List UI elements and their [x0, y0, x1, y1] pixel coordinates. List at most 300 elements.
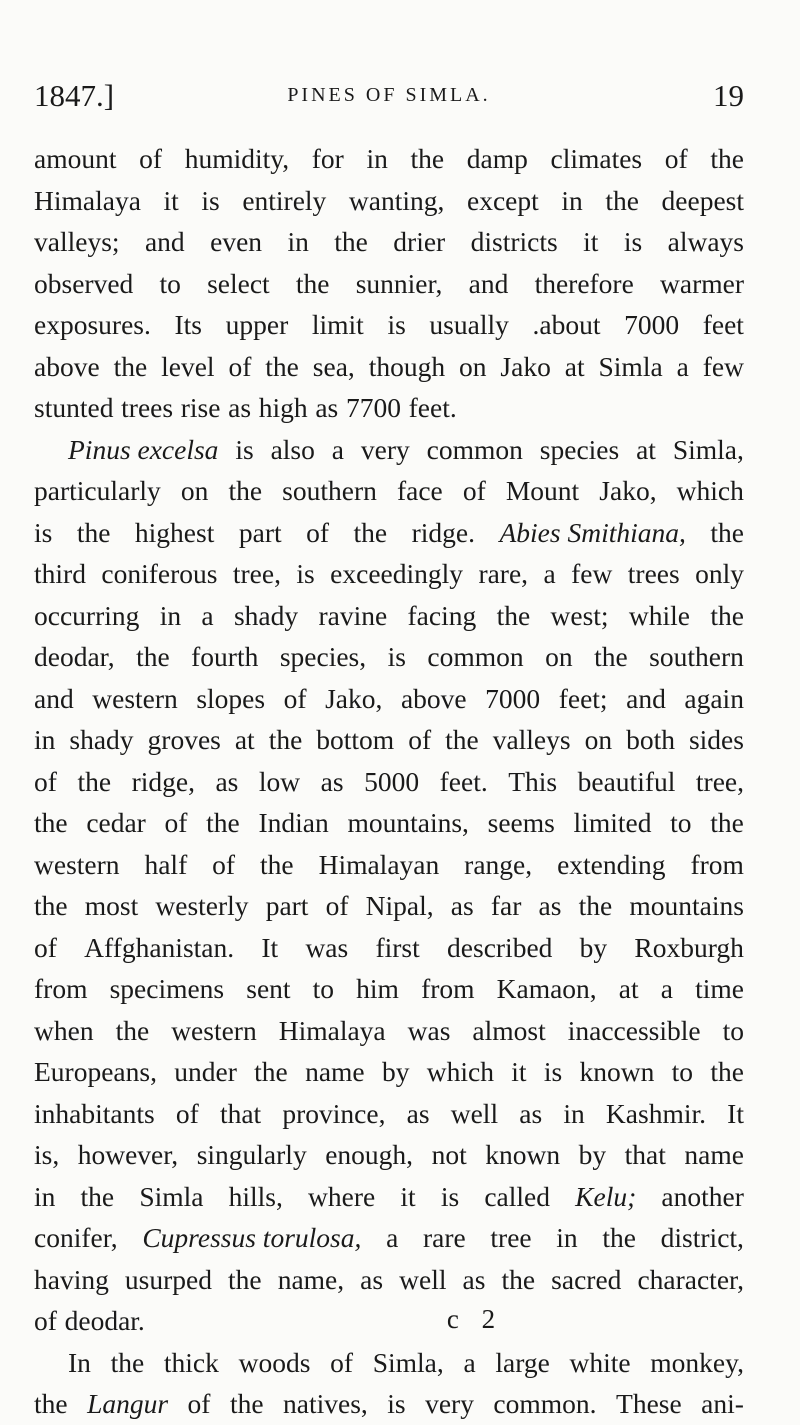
word: the [136, 641, 170, 672]
word: also [270, 433, 315, 465]
word: known [579, 1056, 655, 1087]
word: on [545, 641, 573, 672]
word: the [115, 1014, 150, 1046]
word: valleys; [34, 226, 120, 257]
word: thick [163, 1346, 219, 1378]
text-line [34, 387, 744, 429]
word: Roxburgh [634, 931, 744, 963]
word: facing [407, 599, 477, 631]
word: deodar, [34, 641, 115, 672]
word: ravine [318, 599, 388, 631]
word: districts [470, 226, 558, 257]
word: mountains, [347, 807, 469, 838]
word: the [334, 226, 368, 257]
word: the [605, 184, 639, 216]
word: of [330, 1346, 354, 1378]
running-title: PINES OF SIMLA. [287, 84, 491, 106]
word: exposures. [34, 309, 151, 340]
word: deepest [661, 184, 744, 216]
word: tree [490, 1222, 532, 1253]
word: as [360, 1263, 384, 1295]
word: level [161, 350, 215, 382]
word: to [159, 267, 181, 299]
word: always [667, 226, 744, 257]
word: range, [464, 848, 533, 880]
word: the [710, 143, 744, 174]
word: the [496, 599, 531, 631]
word: drier [393, 226, 446, 257]
text-line [34, 1383, 744, 1425]
word: only [695, 558, 744, 589]
word: the [113, 350, 148, 382]
word: very [360, 433, 410, 465]
word: described [447, 931, 553, 963]
word: district, [660, 1222, 744, 1253]
text-line [34, 636, 744, 678]
word: of [228, 350, 252, 382]
word: common. [493, 1388, 597, 1419]
word: however, [77, 1139, 179, 1170]
word: entirely [242, 184, 327, 216]
text-line [34, 180, 744, 222]
word: the [268, 724, 303, 755]
word: trees [121, 392, 174, 423]
word: is [440, 1180, 460, 1212]
word: groves [147, 724, 221, 755]
word: of [34, 765, 57, 797]
word: of [664, 143, 688, 174]
word: at [636, 433, 656, 465]
word: woods [238, 1346, 311, 1378]
word: him [356, 973, 399, 1004]
word: In [68, 1346, 91, 1378]
word: very [425, 1388, 474, 1419]
word: above [34, 350, 100, 382]
word: white [569, 1346, 631, 1378]
word: as [538, 890, 562, 921]
word: monkey, [650, 1346, 744, 1378]
word: well [450, 1097, 499, 1129]
word: therefore [534, 267, 634, 299]
word: of [283, 682, 307, 714]
word: upper [225, 309, 289, 340]
word: a [676, 350, 689, 382]
word: the [710, 1056, 744, 1087]
italic-word: Langur [87, 1388, 169, 1419]
word: Affghanistan. [84, 931, 235, 963]
word: usurped [124, 1263, 212, 1295]
word: select [207, 267, 270, 299]
word: in [556, 1222, 578, 1253]
word: highest [134, 516, 215, 548]
word: Simla, [372, 1346, 444, 1378]
word: the [34, 807, 68, 838]
word: time [695, 973, 744, 1004]
word: most [84, 890, 139, 921]
word: a [660, 973, 673, 1004]
word: 5000 [364, 765, 420, 797]
word: high [258, 392, 308, 423]
word: the [76, 516, 111, 548]
word: it [400, 1180, 416, 1212]
word: bottom [316, 724, 395, 755]
word: southern [649, 641, 744, 672]
word: Mount [505, 475, 580, 506]
word: rare, [478, 558, 529, 589]
word: Kamaon, [496, 973, 597, 1004]
word: as [450, 890, 474, 921]
text-line [34, 761, 744, 803]
word: of [325, 890, 349, 921]
text-line [34, 1134, 744, 1176]
word: ridge, [131, 765, 195, 797]
word: of [164, 807, 188, 838]
word: extending [557, 848, 666, 880]
word: is [623, 226, 643, 257]
word: at [618, 973, 639, 1004]
text-line [34, 221, 744, 263]
word: except [466, 184, 539, 216]
word: as [215, 765, 239, 797]
word: It [261, 931, 279, 963]
word: almost [472, 1014, 546, 1046]
italic-word: Kelu; [575, 1180, 637, 1212]
text-line [34, 1051, 744, 1093]
word: to [312, 973, 335, 1004]
word: a [386, 1222, 399, 1253]
word: specimens [109, 973, 225, 1004]
word: to [671, 1056, 694, 1087]
italic-word: Cupressus torulosa, [142, 1222, 362, 1253]
word: tree, [232, 558, 281, 589]
text-line [34, 1010, 744, 1052]
text-line [34, 138, 744, 180]
word: from [690, 848, 744, 880]
word: occurring [34, 599, 140, 631]
word: tree, [695, 765, 744, 797]
text-line [34, 844, 744, 886]
word: western [171, 1014, 257, 1046]
word: common [427, 641, 524, 672]
word: Himalaya [34, 184, 141, 216]
word: for [311, 143, 344, 174]
word: climates [550, 143, 643, 174]
word: Europeans, [34, 1056, 157, 1087]
text-line [34, 595, 744, 637]
word: western [92, 682, 178, 714]
word: Simla, [672, 433, 744, 465]
word: sea, [312, 350, 355, 382]
word: at [564, 350, 585, 382]
word: the [445, 724, 479, 755]
word: the [602, 1222, 636, 1253]
word: half [144, 848, 188, 880]
text-line [34, 1259, 744, 1301]
word: a [543, 558, 556, 589]
word: as [315, 392, 339, 423]
word: westerly [155, 890, 249, 921]
text-line [34, 1176, 744, 1218]
word: the [501, 1263, 536, 1295]
word: of [408, 724, 432, 755]
word: name [305, 1056, 365, 1087]
text-line [34, 1093, 744, 1135]
word: rare [422, 1222, 466, 1253]
word: warmer [660, 267, 744, 299]
word: of [212, 848, 236, 880]
word: Simla [139, 1180, 204, 1212]
word: inhabitants [34, 1097, 155, 1129]
word: 7000 [624, 309, 680, 340]
word: the [710, 599, 744, 631]
word: at [234, 724, 255, 755]
word: species [539, 433, 620, 465]
word: name [684, 1139, 744, 1170]
word: a [331, 433, 344, 465]
word: again [684, 682, 744, 714]
word: natives, [283, 1388, 368, 1419]
word: part [238, 516, 282, 548]
word: is [296, 558, 315, 589]
word: that [624, 1139, 666, 1170]
word: and [468, 267, 509, 299]
word: limit [311, 309, 364, 340]
word: as [519, 1097, 543, 1129]
word: feet; [558, 682, 608, 714]
word: ridge. [411, 516, 475, 548]
word: by [578, 1139, 607, 1170]
italic-word: Abies Smithiana, [499, 516, 686, 548]
text-line [34, 553, 744, 595]
word: These [616, 1388, 682, 1419]
word: usually [429, 309, 509, 340]
word: as [406, 1097, 430, 1129]
word: which [426, 1056, 494, 1087]
word: when [34, 1014, 94, 1046]
word: valleys [492, 724, 571, 755]
word: west; [550, 599, 609, 631]
word: the [34, 1388, 68, 1419]
word: by [381, 1056, 410, 1087]
word: in [34, 1180, 56, 1212]
word: as [228, 392, 252, 423]
word: sent [246, 973, 291, 1004]
word: both [626, 724, 675, 755]
word: the [34, 890, 68, 921]
word: deodar. [64, 1305, 145, 1336]
word: sunnier, [355, 267, 443, 299]
word: a [201, 599, 214, 631]
word: name, [277, 1263, 345, 1295]
word: is [387, 641, 406, 672]
word: is [34, 516, 53, 548]
word: on [459, 350, 487, 382]
word: the [594, 641, 628, 672]
word: Himalayan [318, 848, 440, 880]
word: common [426, 433, 523, 465]
text-line [34, 346, 744, 388]
word: in [563, 1097, 585, 1129]
word: sacred [551, 1263, 622, 1295]
word: mountains [629, 890, 744, 921]
word: the [295, 267, 330, 299]
body-text [34, 138, 744, 1425]
word: Kashmir. [605, 1097, 706, 1129]
word: character, [637, 1263, 744, 1295]
word: known [485, 1139, 561, 1170]
word: on [180, 475, 209, 506]
text-line [34, 678, 744, 720]
word: the [353, 516, 388, 548]
word: third [34, 558, 86, 589]
word: from [34, 973, 88, 1004]
word: 7700 [345, 392, 401, 423]
word: damp [466, 143, 528, 174]
italic-word: Pinus excelsa [68, 433, 219, 465]
word: southern [282, 475, 377, 506]
text-line [34, 304, 744, 346]
word: trees [627, 558, 680, 589]
word: exceedingly [330, 558, 464, 589]
text-line [34, 429, 744, 471]
text-line [34, 1217, 744, 1259]
word: species, [279, 641, 367, 672]
word: having [34, 1263, 109, 1295]
word: the [206, 807, 240, 838]
word: the [710, 516, 744, 548]
word: Nipal, [365, 890, 434, 921]
word: rise [180, 392, 221, 423]
word: Himalaya [278, 1014, 386, 1046]
word: the [710, 807, 744, 838]
word: the [77, 765, 112, 797]
word: feet. [408, 392, 457, 423]
word: beautiful [577, 765, 676, 797]
page-number: 19 [713, 78, 744, 113]
word: face [396, 475, 443, 506]
word: of [139, 143, 163, 174]
word: of [34, 1305, 57, 1336]
word: stunted [34, 392, 114, 423]
word: Jako, [599, 475, 657, 506]
text-line [34, 470, 744, 512]
word: feet [702, 309, 744, 340]
word: in [34, 724, 56, 755]
signature-mark: c 2 [446, 1304, 504, 1334]
word: in [159, 599, 182, 631]
word: western [34, 848, 120, 880]
word: of [306, 516, 330, 548]
word: fourth [191, 641, 259, 672]
word: 7000 [485, 682, 541, 714]
text-line [34, 802, 744, 844]
word: sides [688, 724, 744, 755]
word: amount [34, 143, 117, 174]
word: while [628, 599, 690, 631]
word: it [583, 226, 599, 257]
word: the [260, 848, 294, 880]
header-year: 1847.] [34, 78, 115, 113]
word: though [368, 350, 446, 382]
text-line [34, 885, 744, 927]
word: slopes [196, 682, 266, 714]
word: Simla [598, 350, 663, 382]
word: not [431, 1139, 467, 1170]
word: in [287, 226, 309, 257]
word: from [421, 973, 475, 1004]
word: observed [34, 267, 134, 299]
word: hills, [228, 1180, 283, 1212]
word: which [676, 475, 744, 506]
word: it [163, 184, 179, 216]
word: shady [69, 724, 134, 755]
word: conifer, [34, 1222, 118, 1253]
page-header [34, 78, 744, 118]
word: inaccessible [567, 1014, 701, 1046]
word: Indian [258, 807, 329, 838]
word: limited [573, 807, 652, 838]
word: is [543, 1056, 563, 1087]
word: the [410, 143, 445, 174]
word: to [722, 1014, 744, 1046]
word: and [34, 682, 74, 714]
word: Its [174, 309, 202, 340]
word: coniferous [101, 558, 218, 589]
word: in [366, 143, 388, 174]
word: the [254, 1056, 288, 1087]
word: low [258, 765, 301, 797]
word: It [727, 1097, 744, 1129]
word: the [228, 475, 263, 506]
text-line [34, 263, 744, 305]
word: is, [34, 1139, 60, 1170]
word: is [235, 433, 254, 465]
word: part [265, 890, 309, 921]
word: was [305, 931, 349, 963]
text-line [34, 719, 744, 761]
word: it [511, 1056, 527, 1087]
word: few [571, 558, 613, 589]
word: Jako, [325, 682, 383, 714]
word: the [265, 350, 299, 382]
word: particularly [34, 475, 161, 506]
word: of [34, 931, 57, 963]
word: cedar [86, 807, 146, 838]
word: feet. [439, 765, 488, 797]
word: shady [233, 599, 299, 631]
word: few [702, 350, 744, 382]
word: a [463, 1346, 476, 1378]
word: was [407, 1014, 451, 1046]
word: is [201, 184, 220, 216]
word: on [584, 724, 613, 755]
word: the [80, 1180, 115, 1212]
word: the [578, 890, 613, 921]
word: of [462, 475, 486, 506]
word: province, [282, 1097, 386, 1129]
word: and [626, 682, 666, 714]
text-line [34, 968, 744, 1010]
word: and [144, 226, 185, 257]
text-line [34, 927, 744, 969]
word: of [175, 1097, 199, 1129]
word: to [670, 807, 692, 838]
word: large [495, 1346, 550, 1378]
word: by [579, 931, 608, 963]
word: as [320, 765, 344, 797]
word: in [561, 184, 583, 216]
word: where [308, 1180, 376, 1212]
